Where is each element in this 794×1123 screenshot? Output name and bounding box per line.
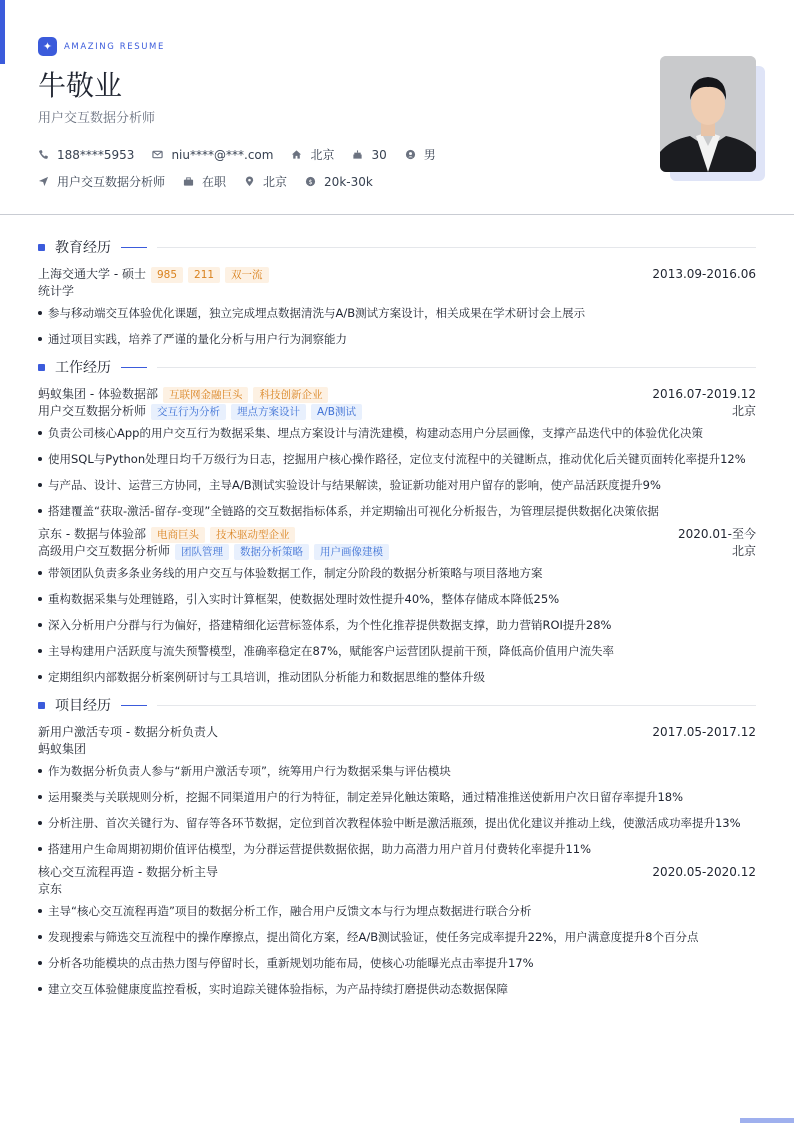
tag: 科技创新企业 — [253, 387, 328, 403]
section-header — [38, 356, 756, 378]
section-header — [38, 694, 756, 716]
bullet-item: 使用SQL与Python处理日均千万级行为日志，挖掘用户核心操作路径，定位支付流程中的关键断点，推动优化后关键页面转化率提升12% — [38, 448, 756, 470]
entry-sub — [38, 283, 756, 300]
target-role-item — [38, 173, 165, 190]
bullet-item: 作为数据分析负责人参与“新用户激活专项”，统筹用户行为数据采集与评估模块 — [38, 760, 756, 782]
bullet-item: 参与移动端交互体验优化课题，独立完成埋点数据清洗与A/B测试方案设计，相关成果在学术研讨会上展示 — [38, 302, 756, 324]
bullet-item: 搭建覆盖“获取-激活-留存-变现”全链路的交互数据指标体系，并定期输出可视化分析报告，为管理层提供数据化决策依据 — [38, 500, 756, 522]
project-name: 核心交互流程再造 - 数据分析主导 — [38, 865, 218, 879]
position: 高级用户交互数据分析师 — [38, 544, 171, 558]
project-name: 新用户激活专项 - 数据分析负责人 — [38, 725, 218, 739]
money-icon — [305, 176, 316, 187]
position-line — [38, 543, 389, 560]
bullet-item: 主导“核心交互流程再造”项目的数据分析工作，融合用户反馈文本与行为埋点数据进行联合分析 — [38, 900, 756, 922]
location-text: 北京 — [310, 148, 335, 162]
section-accent-line — [121, 367, 147, 368]
status-text: 在职 — [202, 175, 227, 189]
entry-date: 2016.07-2019.12 — [652, 387, 756, 401]
bullet-item: 通过项目实践，培养了严谨的量化分析与用户行为洞察能力 — [38, 328, 756, 350]
age-item — [352, 148, 386, 162]
entry-sub — [38, 543, 756, 560]
gender-text: 男 — [423, 148, 436, 162]
education-entry — [38, 266, 756, 350]
bullet-item: 主导构建用户活跃度与流失预警模型，准确率稳定在87%，赋能客户运营团队提前干预，降低高价值用户流失率 — [38, 640, 756, 662]
position-line — [38, 403, 362, 420]
bullet-item: 负责公司核心App的用户交互行为数据采集、埋点方案设计与清洗建模，构建动态用户分层画像，支撑产品迭代中的体验优化决策 — [38, 422, 756, 444]
entry-sub — [38, 881, 756, 898]
salary-text: 20k-30k — [324, 174, 373, 189]
section-marker — [38, 244, 45, 251]
entry-date: 2017.05-2017.12 — [652, 725, 756, 739]
entry-head-left — [38, 526, 295, 543]
section-header — [38, 236, 756, 258]
school-name: 上海交通大学 - 硕士 — [38, 267, 146, 281]
candidate-role: 用户交互数据分析师 — [38, 111, 156, 126]
entry-head — [38, 526, 756, 543]
bullet-list — [38, 422, 756, 522]
entry-sub — [38, 741, 756, 758]
major: 统计学 — [38, 284, 75, 298]
resume-header — [0, 0, 794, 215]
work-entry — [38, 386, 756, 522]
entry-head — [38, 724, 756, 741]
bullet-item: 建立交互体验健康度监控看板，实时追踪关键体验指标，为产品持续打磨提供动态数据保障 — [38, 978, 756, 1000]
target-role-text: 用户交互数据分析师 — [57, 175, 166, 189]
sparkle-icon: ✦ — [38, 37, 57, 56]
tag: 用户画像建模 — [314, 544, 389, 560]
entry-date: 2020.01-至今 — [678, 527, 756, 541]
location-pin-icon — [244, 176, 255, 187]
bullet-list — [38, 302, 756, 350]
bullet-item: 发现搜索与筛选交互流程中的操作摩擦点，提出简化方案，经A/B测试验证，使任务完成率提升22%，用户满意度提升8个百分点 — [38, 926, 756, 948]
email-item — [152, 148, 273, 162]
bullet-item: 分析各功能模块的点击热力图与停留时长，重新规划功能布局，使核心功能曝光点击率提升17% — [38, 952, 756, 974]
mail-icon — [152, 149, 163, 160]
target-city-text: 北京 — [263, 175, 288, 189]
section-title: 工作经历 — [55, 360, 111, 376]
section-divider — [157, 705, 756, 706]
svg-text:$: $ — [308, 177, 313, 186]
phone-text: 188****5953 — [57, 147, 135, 162]
target-city-item — [244, 173, 287, 190]
user-icon — [405, 149, 416, 160]
tag: 埋点方案设计 — [231, 404, 306, 420]
location-item — [291, 146, 334, 163]
tag: A/B测试 — [311, 404, 362, 420]
bullet-item: 分析注册、首次关键行为、留存等各环节数据，定位到首次教程体验中断是激活瓶颈，提出优化建议并推动上线，使激活成功率提升13% — [38, 812, 756, 834]
entry-date: 2013.09-2016.06 — [652, 267, 756, 281]
phone-icon — [38, 149, 49, 160]
bullet-list — [38, 760, 756, 860]
section-marker — [38, 702, 45, 709]
section-divider — [157, 247, 756, 248]
status-item — [183, 173, 226, 190]
position: 用户交互数据分析师 — [38, 404, 147, 418]
education-section — [38, 236, 756, 350]
work-section — [38, 356, 756, 688]
project-entry — [38, 724, 756, 860]
tag: 互联网金融巨头 — [163, 387, 249, 403]
brand — [38, 37, 165, 56]
city: 北京 — [731, 404, 756, 418]
entry-date: 2020.05-2020.12 — [652, 865, 756, 879]
tag: 交互行为分析 — [151, 404, 226, 420]
project-entry — [38, 864, 756, 1000]
bullet-item: 与产品、设计、运营三方协同，主导A/B测试实验设计与结果解读，验证新功能对用户留存的影响，使产品活跃度提升9% — [38, 474, 756, 496]
age-text: 30 — [371, 147, 387, 162]
tag: 团队管理 — [175, 544, 229, 560]
gender-item — [405, 146, 436, 163]
bullet-list — [38, 900, 756, 1000]
briefcase-icon — [183, 176, 194, 187]
bullet-list — [38, 562, 756, 688]
email-text: niu****@***.com — [171, 147, 274, 162]
company-name: 京东 - 数据与体验部 — [38, 527, 146, 541]
section-title: 项目经历 — [55, 698, 111, 714]
city: 北京 — [731, 544, 756, 558]
salary-item — [305, 175, 373, 189]
project-org: 京东 — [38, 882, 63, 896]
bullet-item: 运用聚类与关联规则分析，挖掘不同渠道用户的行为特征，制定差异化触达策略，通过精准推送使新用户次日留存率提升18% — [38, 786, 756, 808]
bullet-item: 带领团队负责多条业务线的用户交互与体验数据工作，制定分阶段的数据分析策略与项目落地方案 — [38, 562, 756, 584]
candidate-name: 牛敬业 — [38, 69, 123, 102]
brand-text: AMAZING RESUME — [64, 41, 165, 52]
home-icon — [291, 149, 302, 160]
bullet-item: 定期组织内部数据分析案例研讨与工具培训，推动团队分析能力和数据思维的整体升级 — [38, 666, 756, 688]
bullet-item: 搭建用户生命周期初期价值评估模型，为分群运营提供数据依据，助力高潜力用户首月付费转化率提升11% — [38, 838, 756, 860]
profile-photo — [660, 56, 756, 172]
tag: 985 — [151, 267, 183, 283]
entry-head — [38, 864, 756, 881]
bullet-item: 重构数据采集与处理链路，引入实时计算框架，使数据处理时效性提升40%，整体存储成本降低25% — [38, 588, 756, 610]
bullet-item: 深入分析用户分群与行为偏好，搭建精细化运营标签体系，为个性化推荐提供数据支撑，助力营销ROI提升28% — [38, 614, 756, 636]
phone-item — [38, 148, 134, 162]
entry-head — [38, 266, 756, 283]
section-marker — [38, 364, 45, 371]
entry-sub — [38, 403, 756, 420]
entry-head — [38, 386, 756, 403]
projects-section — [38, 694, 756, 1000]
bottom-accent-bar — [740, 1118, 794, 1123]
tag: 双一流 — [225, 267, 269, 283]
contact-row — [38, 146, 454, 163]
cake-icon — [352, 149, 363, 160]
tag: 211 — [188, 267, 220, 283]
section-accent-line — [121, 247, 147, 248]
company-name: 蚂蚁集团 - 体验数据部 — [38, 387, 158, 401]
entry-head-left — [38, 266, 269, 283]
resume-content — [38, 236, 756, 1006]
entry-head-left — [38, 386, 328, 403]
job-intent-row — [38, 173, 391, 190]
section-title: 教育经历 — [55, 240, 111, 256]
work-entry — [38, 526, 756, 688]
project-org: 蚂蚁集团 — [38, 742, 87, 756]
tag: 数据分析策略 — [234, 544, 309, 560]
send-icon — [38, 176, 49, 187]
tag: 技术驱动型企业 — [210, 527, 296, 543]
tag: 电商巨头 — [151, 527, 205, 543]
section-divider — [157, 367, 756, 368]
section-accent-line — [121, 705, 147, 706]
